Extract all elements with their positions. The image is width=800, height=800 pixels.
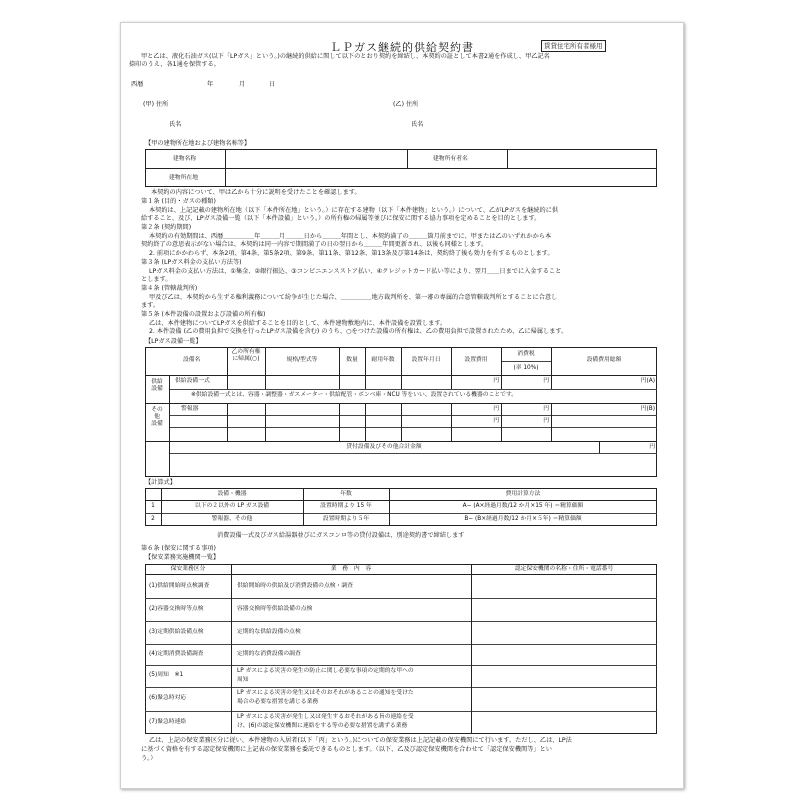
other-item-label: 警報器 [181,406,199,412]
eq-header-qty: 数量 [346,357,358,363]
supply-item-label: 供給設備一式 [175,378,210,384]
building-section-label: 【甲の建物所在地および建物名称等】 [145,140,251,147]
other-cost-yen: 円 [493,406,499,412]
article-5-title: 第５条 (本件設備の設置および設備の所有権) [141,311,266,318]
safety-row-5-content-2: 周知 [237,677,249,683]
safety-row-2-category: (2)容器交換時等点検 [149,606,204,612]
calc-row-2-method: B− (B×経過月数/12 か月×５年) ＝精算価額 [464,516,582,522]
supply-group-label: 供給 設備 [151,379,163,392]
calc-note: 消費設備一式及びガス給湯器並びにガスコンロ等の貸付設備は、別途契約書で締結します [217,532,465,539]
safety-footer-2: に基づく資格を有する認定保安機関に上記表の保安業務を委託できるものとします。（以下、乙及び認定保安機関を合わせて「認定保安機関等」とい [141,746,552,753]
building-name-label: 建物名称 [173,156,197,162]
building-location-label: 建物所在地 [169,175,198,181]
safety-row-1-category: (1)供給開始時点検調査 [149,583,210,589]
eq-header-total: 設備費用総額 [586,357,622,363]
date-month: 月 [239,81,246,88]
safety-footer-1: 乙は、上記の保安業務区分に従い、本件建物の入居者(以下「丙」という。)についての保安業務は上記記載の保安機関にて行います。ただし、乙は、LP法 [149,737,572,744]
equipment-section-label: 【LPガス設備一覧】 [145,338,202,345]
calc-row-1-no: 1 [151,503,155,509]
other-total-b: 円(B) [640,406,655,412]
calc-row-2-item: 警報器、その他 [211,516,253,522]
eq-header-tax: 消費税 [517,351,535,357]
eq-header-name: 設備名 [183,357,201,363]
article-3-title: 第３条 (LPガス料金の支払い方法等) [141,259,242,266]
party-a-name: 氏名 [169,121,182,128]
safety-row-6-content-1: LP ガスによる災害の発生又はそのおそれがあることの通知を受けた [237,690,414,696]
safety-row-4-category: (4)定期消費設備調査 [149,651,204,657]
article-1-text-2: 給すること、及び、LPガス設備一覧（以下「本件設備」という。）の所有権の帰属等並びに保安に関する協力事項を定めることを目的とします。 [141,215,541,222]
supply-cost-yen: 円 [493,378,499,384]
calc-section-label: 【計算式】 [145,479,176,486]
eq-header-lifespan: 耐用年数 [371,357,395,363]
calc-header-method: 費用計算方法 [505,491,541,497]
article-2-text-3: 2. 前項にかかわらず、本条2項、第4条、第5条2項、第9条、第11条、第12条、第13条及び第14条は、契約終了後も効力を有するものとします。 [149,250,554,257]
safety-row-5-content-1: LP ガスによる災害の発生の防止に関し必要な事項の定期的な甲への [237,668,414,674]
safety-row-7-category: (7)緊急時連絡 [149,719,187,725]
eq-header-install-date: 設置年月日 [411,357,441,363]
contract-document [120,22,684,789]
party-b-name: 氏名 [411,121,424,128]
safety-row-2-content: 容器交換時等供給設備の点検 [237,606,313,612]
article-2-title: 第２条 (契約期間) [141,224,192,231]
date-day: 日 [269,81,276,88]
calc-row-1-item: 以下の２以外の LP ガス設備 [194,503,270,509]
safety-row-7-content-1: LP ガスによる災害が発生し又は発生するおそれがある旨の連絡を受 [237,714,414,720]
article-2-text-1: 本契約の有効期間は、西暦＿＿＿＿＿年＿＿＿月＿＿＿日から＿＿＿年間とし、本契約満了の＿＿＿箇月前までに、甲または乙のいずれかから本 [149,233,552,240]
calc-row-1-years: 設置時期より 15 年 [320,503,372,509]
owner-type-badge: 賃貸住宅所有者様用 [541,40,606,52]
safety-row-4-content: 定期的な消費設備の調査 [237,651,301,657]
calc-header-item: 設備・機器 [217,491,247,497]
eq-header-tax-rate: (率 10%) [513,365,539,371]
article-5-text-1: 乙は、本件建物についてLPガスを供給することを目的として、本件建物敷地内に、本件設備を設置します。 [149,320,447,327]
other-group-label: その 他 設備 [151,407,163,427]
article-3-text-1: LPガス料金の支払い方法は、①集金、②銀行振込、③コンビニエンスストア払い、④クレジットカード払い等により、翌月＿＿日までに入金すること [149,268,562,275]
safety-header-content: 業 務 内 容 [330,566,372,572]
other2-tax-yen: 円 [543,418,549,424]
party-a-address: (甲) 住所 [143,101,169,108]
safety-row-3-content: 定期的な供給設備の点検 [237,629,301,635]
safety-section-label: 【保安業務実施機関一覧】 [145,554,220,561]
party-b-address: (乙) 住所 [393,101,419,108]
article-2-text-2: 契約終了の意思表示がない場合は、本契約は同一内容で期間満了の日の翌日から＿＿＿年間更新され、以後も同様とします。 [141,241,488,248]
safety-header-agency: 認定保安機関の名称・住所・電話番号 [514,566,614,572]
article-5-text-2: 2. 本件設備 (乙の費用負担で交換を行ったLPガス設備を含む) のうち、○をつけた設備の所有権は、乙の費用負担で設置されたため、乙に帰属します。 [149,328,568,335]
safety-row-7-content-2: け、(6)の認定保安機関に連絡をする等の必要な措置を講ずる業務 [237,723,408,729]
article-6-title: 第６条 (保安に関する事項) [141,545,216,552]
article-4-text-2: ます。 [141,302,160,309]
intro-line-1: 甲と乙は、液化石油ガス(以下「LPガス」という。)の継続的供給に関して以下のとおり契約を締結し、本契約の証として本書2通を作成し、甲乙記名 [141,53,550,60]
eq-header-ownership: 乙の所有権 に帰属(○) [231,349,261,362]
lease-total-yen: 円 [649,444,655,450]
safety-row-6-category: (6)緊急時対応 [149,695,187,701]
safety-footer-3: う。） [141,755,157,762]
calc-row-2-no: 2 [151,516,155,522]
article-4-text-1: 甲及び乙は、本契約から生ずる権利義務について紛争が生じた場合、＿＿＿＿＿地方裁判所を、第一審の専属的合意管轄裁判所とすることに合意し [149,294,558,301]
date-year: 年 [207,81,214,88]
confirm-text: 本契約の内容について、甲は乙から十分に説明を受けたことを確認します。 [151,189,361,196]
article-3-text-2: とします。 [141,276,172,283]
other-tax-yen: 円 [543,406,549,412]
article-4-title: 第４条 (管轄裁判所) [141,285,198,292]
supply-note: ※供給設備一式とは、容器・調整器・ガスメーター・供給配管・ボンベ庫・NCU 等をいい、設置されている機器のことです。 [191,392,518,398]
other2-cost-yen: 円 [493,418,499,424]
article-1-text-1: 本契約は、上記記載の建物所在地（以下「本件所在地」という。）に存在する建物（以下「本件建物」という。）について、乙がLPガスを継続的に供 [149,207,559,214]
eq-header-install-cost: 設置費用 [464,357,488,363]
supply-total-a: 円(A) [640,378,655,384]
calc-row-2-years: 設置時期より５年 [322,516,370,522]
date-era: 西暦 [131,81,144,88]
building-owner-label: 建物所有者名 [433,156,468,162]
calc-header-years: 年数 [340,491,352,497]
lease-total-label: 貸付設備及びその他合計金額 [346,444,422,450]
safety-row-6-content-2: 場合の必要な措置を講じる業務 [237,699,319,705]
safety-table [145,564,657,734]
document-title: ＬＰガス継続的供給契約書 [330,41,474,54]
safety-row-1-content: 供給開始時の供給及び消費設備の点検・調査 [237,583,353,589]
supply-tax-yen: 円 [543,378,549,384]
safety-row-3-category: (3)定期供給設備点検 [149,629,204,635]
eq-header-spec: 規格/型式等 [286,357,318,363]
calc-row-1-method: A− (A×経過月数/12 か月×15 年) ＝精算価額 [462,503,584,509]
article-1-title: 第１条 (目的・ガスの種類) [141,198,216,205]
safety-row-5-category: (5)周知 ※1 [149,672,184,678]
intro-line-2: 捺印のうえ、各1通を保管する。 [129,61,220,68]
safety-header-category: 保安業務区分 [170,566,206,572]
